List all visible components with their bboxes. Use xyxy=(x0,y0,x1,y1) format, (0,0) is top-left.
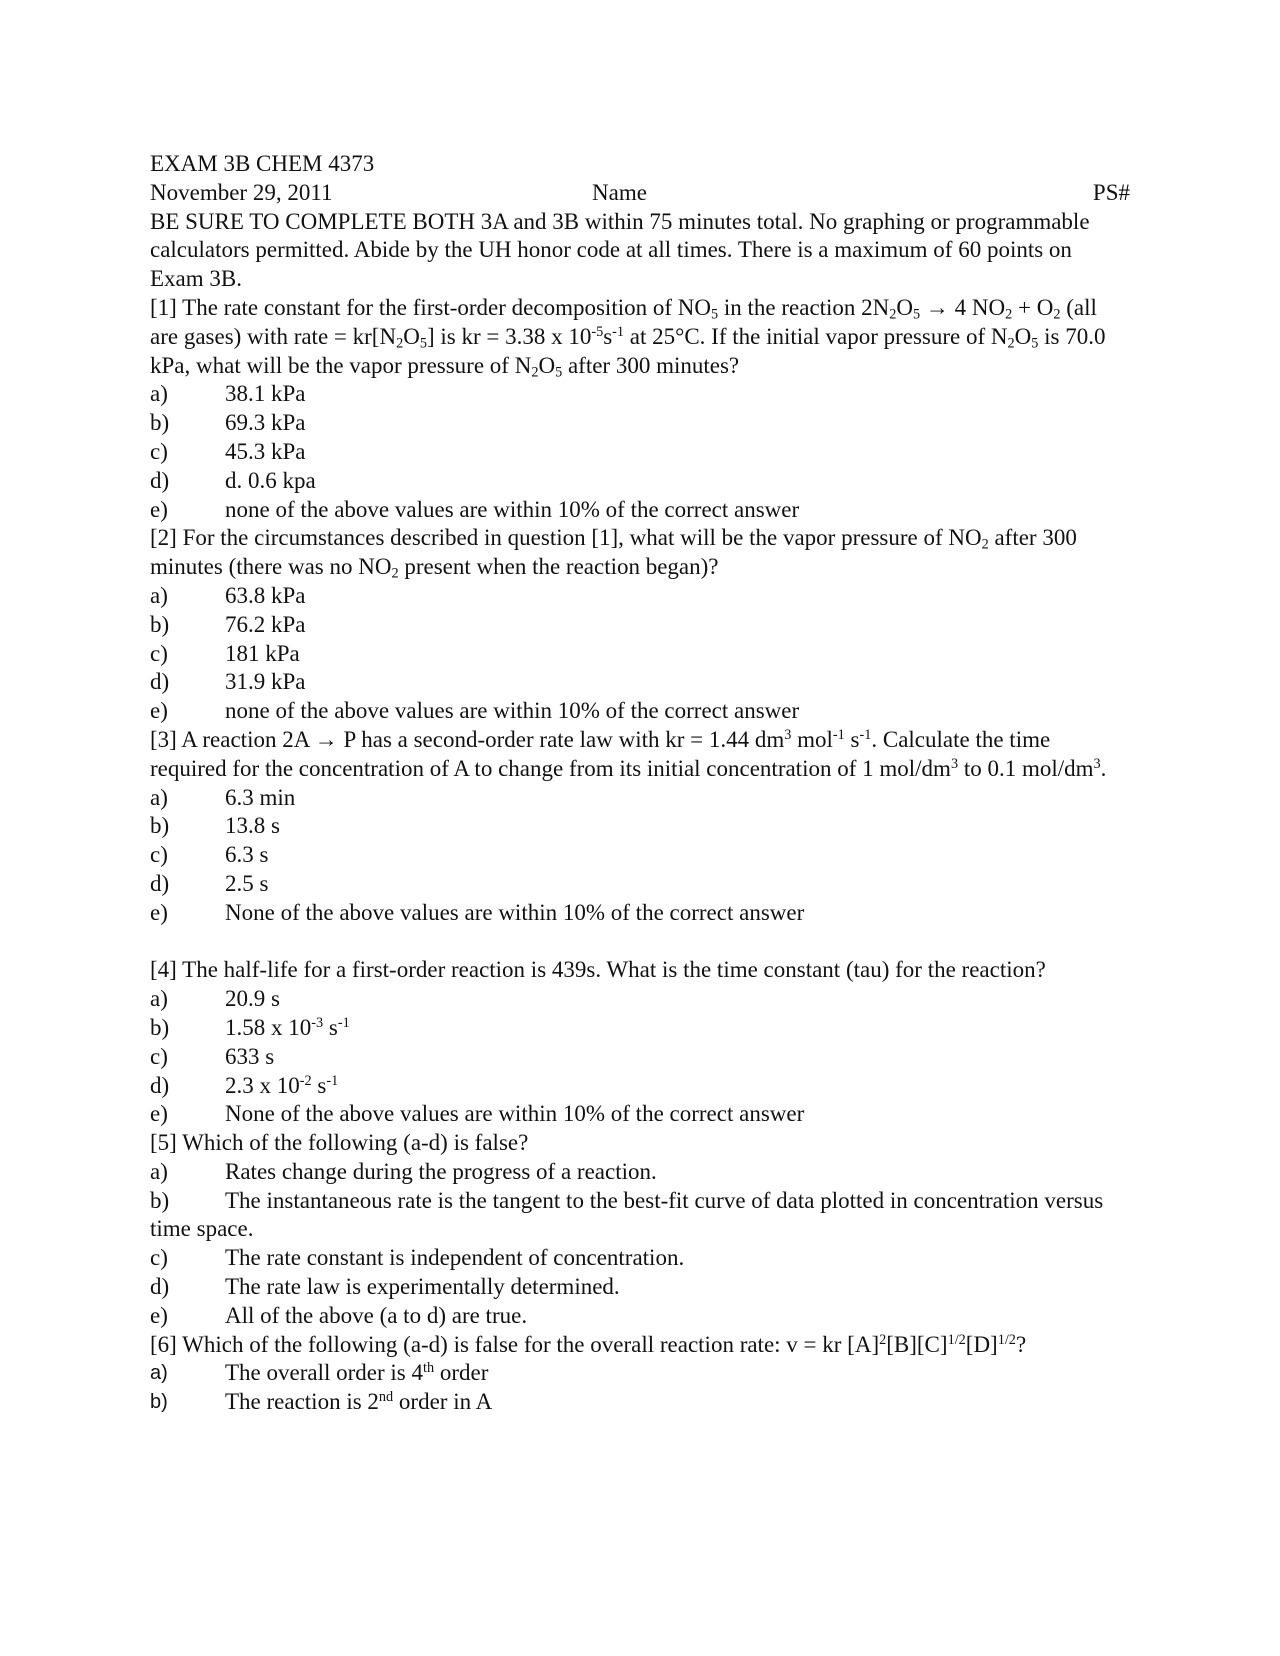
q4-option-c: c) 633 s xyxy=(150,1043,275,1069)
question-6: [6] Which of the following (a-d) is false for the overall reaction rate: v = kr $[A]^2[B][C]^{1/2}[D]^{1/2}$? xyxy=(150,1331,1027,1357)
q6-option-a: a) The overall order is 4th order xyxy=(150,1360,489,1386)
question-4: [4] The half-life for a first-order reaction is 439s. What is the time constant (tau) for the reaction? xyxy=(150,957,1046,983)
q1-option-c: c) 45.3 kPa xyxy=(150,438,306,464)
instructions: BE SURE TO COMPLETE BOTH 3A and 3B within 75 minutes total. No graphing or programmable calculators permitted. Abide by the UH honor code at all times. There is a maximum of 60 points on Exam 3B. xyxy=(150,208,1090,292)
q3-option-e: e) None of the above values are within 10% of the correct answer xyxy=(150,899,805,925)
q5-option-e: e) All of the above (a to d) are true. xyxy=(150,1302,528,1328)
q6-option-b: b) The reaction is 2nd order in A xyxy=(150,1389,493,1415)
q3-option-b: b) 13.8 s xyxy=(150,813,280,839)
q3-option-c: c) 6.3 s xyxy=(150,842,269,868)
q4-option-d: d) 2.3 x $10^{-2}$ $s^{-1}$ xyxy=(150,1072,339,1098)
question-5: [5] Which of the following (a-d) is false? xyxy=(150,1130,529,1156)
q1-option-e: e) none of the above values are within 10% of the correct answer xyxy=(150,496,800,522)
q1-option-d: d) d. 0.6 kpa xyxy=(150,467,316,493)
q2-option-c: c) 181 kPa xyxy=(150,640,300,666)
spacer xyxy=(150,928,1130,957)
q4-option-e: e) None of the above values are within 10% of the correct answer xyxy=(150,1101,805,1127)
question-1: [1] The rate constant for the first-order decomposition of $NO_5$ in the reaction $2N_2O_5 \to 4$ $NO_2 + O_2$ (all are gases) with rate = $kr[N_2O_5]$ is kr = 3.38 x $10^{-5}s^{-1}$ at 25°C. If the initial vapor pressure of $N_2O_5$ is 70.0 kPa, what will be the vapor pressure of $N_2O_5$ after 300 minutes? xyxy=(150,294,1106,381)
q2-option-b: b) 76.2 kPa xyxy=(150,611,306,637)
q3-option-d: d) 2.5 s xyxy=(150,870,269,896)
q4-option-a: a) 20.9 s xyxy=(150,986,280,1012)
q5-option-a: a) Rates change during the progress of a reaction. xyxy=(150,1158,657,1184)
question-2: [2] For the circumstances described in question [1], what will be the vapor pressure of $NO_2$ after 300 minutes (there was no $NO_2$ present when the reaction began)? xyxy=(150,525,1077,582)
q5-option-c: c) The rate constant is independent of concentration. xyxy=(150,1245,685,1271)
q5-option-b: b) The instantaneous rate is the tangent to the best-fit curve of data plotted in concentration versus time space. xyxy=(150,1187,1104,1242)
question-3: [3] A reaction 2A → P has a second-order rate law with kr = 1.44 $dm^3$ mol$^{-1}$ $s^{-1}$. Calculate the time required for the concentration of A to change from its initial concentration of 1 mol/$dm^3$ to 0.1 mol/$dm^3$. xyxy=(150,726,1107,781)
q5-option-d: d) The rate law is experimentally determined. xyxy=(150,1274,620,1300)
q2-option-d: d) 31.9 kPa xyxy=(150,669,306,695)
q2-option-a: a) 63.8 kPa xyxy=(150,582,306,608)
exam-date: November 29, 2011 xyxy=(150,179,333,205)
q2-option-e: e) none of the above values are within 10% of the correct answer xyxy=(150,698,800,724)
q1-option-a: a) 38.1 kPa xyxy=(150,381,306,407)
ps-label: PS# xyxy=(1092,179,1130,205)
exam-title: EXAM 3B CHEM 4373 xyxy=(150,151,375,176)
q4-option-b: b) 1.58 x $10^{-3}$ $s^{-1}$ xyxy=(150,1014,350,1040)
name-label: Name xyxy=(592,179,647,205)
exam-page xyxy=(150,150,1130,1417)
header-row xyxy=(150,179,1130,208)
q3-option-a: a) 6.3 min xyxy=(150,784,296,810)
q1-option-b: b) 69.3 kPa xyxy=(150,410,306,436)
